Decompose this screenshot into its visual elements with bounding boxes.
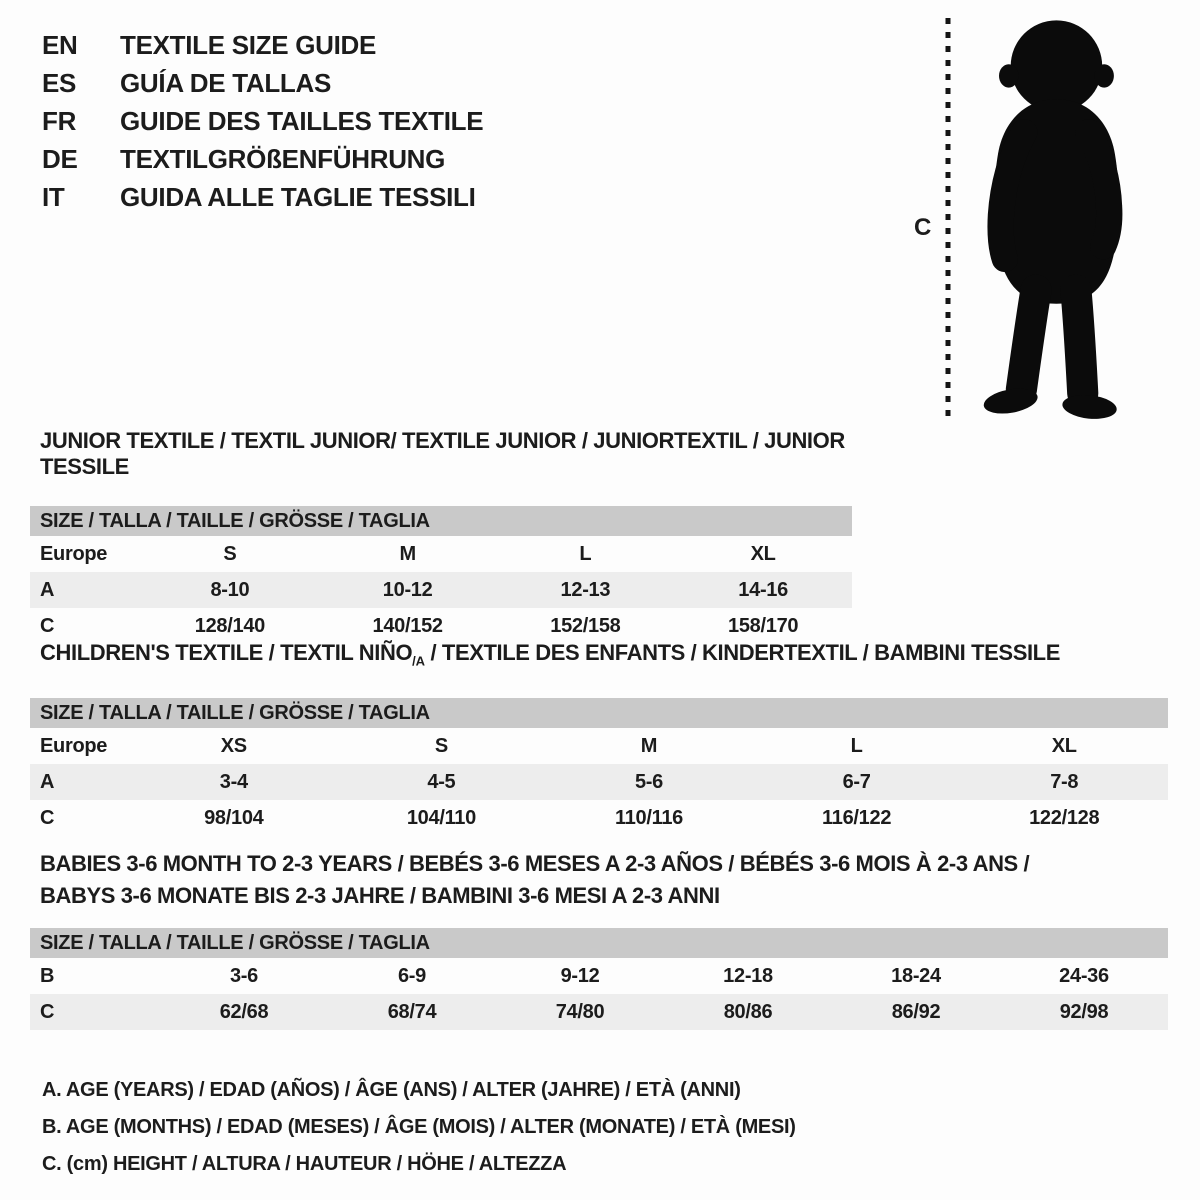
table-cell: 5-6	[634, 771, 663, 794]
guide-title: GUIDA ALLE TAGLIE TESSILI	[120, 182, 476, 212]
babies-textile-section	[30, 848, 1168, 1030]
table-cell: 14-16	[738, 579, 788, 601]
table-cell: 80/86	[723, 1001, 773, 1023]
table-cell: 104/110	[406, 807, 476, 830]
header-row-it	[42, 178, 483, 216]
legend-line-b: B. AGE (MONTHS) / EDAD (MESES) / ÂGE (MOIS) / ALTER (MONATE) / ETÀ (MESI)	[42, 1116, 796, 1138]
table-cell: 9-12	[560, 965, 600, 987]
measure-legend	[42, 1072, 796, 1183]
table-cell: XL	[750, 543, 776, 565]
guide-title: GUIDE DES TAILLES TEXTILE	[120, 106, 484, 136]
babies-table-title-line1: BABIES 3-6 MONTH TO 2-3 YEARS / BEBÉS 3-6 MESES A 2-3 AÑOS / BÉBÉS 3-6 MOIS À 2-3 ANS /	[40, 851, 1030, 876]
table-cell: 12-13	[560, 579, 611, 601]
language-header	[42, 26, 483, 216]
children-table-title	[40, 640, 1168, 674]
row-label: C	[40, 1001, 55, 1023]
row-label: Europe	[40, 543, 108, 565]
table-cell: 12-18	[723, 965, 773, 987]
table-cell: 140/152	[372, 615, 443, 637]
table-cell: M	[399, 543, 416, 565]
table-cell: 152/158	[550, 615, 621, 637]
table-row	[30, 572, 852, 608]
lang-code: FR	[42, 106, 77, 136]
row-label: A	[40, 579, 55, 601]
table-cell: 98/104	[204, 807, 264, 830]
children-title-post: / TEXTILE DES ENFANTS / KINDERTEXTIL / BAMBINI TESSILE	[424, 640, 1060, 665]
table-cell: 24-36	[1059, 965, 1109, 987]
table-cell: 10-12	[382, 579, 433, 601]
row-label: C	[40, 807, 55, 830]
table-cell: XL	[1051, 735, 1077, 758]
table-row	[30, 800, 1168, 836]
table-cell: 116/122	[822, 807, 892, 830]
table-cell: 62/68	[219, 1001, 269, 1023]
table-cell: 128/140	[194, 615, 265, 637]
legend-line-c: C. (cm) HEIGHT / ALTURA / HAUTEUR / HÖHE / ALTEZZA	[42, 1153, 567, 1175]
table-cell: 18-24	[891, 965, 941, 987]
row-label: Europe	[40, 735, 108, 758]
table-cell: 74/80	[555, 1001, 605, 1023]
table-cell: M	[640, 735, 658, 758]
table-cell: S	[434, 735, 448, 758]
size-header-bar: SIZE / TALLA / TAILLE / GRÖSSE / TAGLIA	[30, 506, 852, 536]
lang-code: EN	[42, 30, 78, 60]
table-row	[30, 608, 852, 644]
lang-code: IT	[42, 182, 65, 212]
table-cell: 7-8	[1050, 771, 1079, 794]
table-row	[30, 764, 1168, 800]
junior-textile-section	[30, 428, 852, 644]
size-header-bar: SIZE / TALLA / TAILLE / GRÖSSE / TAGLIA	[30, 698, 1168, 728]
header-row-en	[42, 26, 483, 64]
children-title-sub: /A	[412, 653, 425, 669]
row-label: C	[40, 615, 55, 637]
table-cell: 92/98	[1059, 1001, 1109, 1023]
size-header-bar: SIZE / TALLA / TAILLE / GRÖSSE / TAGLIA	[30, 928, 1168, 958]
height-measure-figure	[898, 12, 1168, 430]
table-cell: 3-4	[219, 771, 248, 794]
table-cell: 3-6	[229, 965, 258, 987]
measure-c-label: C	[914, 214, 932, 241]
table-cell: 158/170	[728, 615, 799, 637]
table-cell: 110/116	[614, 807, 683, 830]
children-textile-section	[30, 640, 1168, 836]
table-row	[30, 994, 1168, 1030]
header-row-de	[42, 140, 483, 178]
legend-line-a: A. AGE (YEARS) / EDAD (AÑOS) / ÂGE (ANS) / ALTER (JAHRE) / ETÀ (ANNI)	[42, 1079, 741, 1101]
header-row-es	[42, 64, 483, 102]
table-cell: L	[850, 735, 863, 758]
dashed-height-line	[944, 18, 952, 424]
row-label: A	[40, 771, 55, 794]
table-cell: S	[223, 543, 237, 565]
table-row	[30, 958, 1168, 994]
lang-code: ES	[42, 68, 77, 98]
header-row-fr	[42, 102, 483, 140]
table-cell: 8-10	[210, 579, 250, 601]
babies-table-title-line2: BABYS 3-6 MONATE BIS 2-3 JAHRE / BAMBINI 3-6 MESI A 2-3 ANNI	[40, 883, 720, 908]
row-label: B	[40, 965, 55, 987]
guide-title: TEXTILE SIZE GUIDE	[120, 30, 377, 60]
junior-table-title: JUNIOR TEXTILE / TEXTIL JUNIOR/ TEXTILE JUNIOR / JUNIORTEXTIL / JUNIOR TESSILE	[40, 428, 845, 479]
table-cell: 4-5	[427, 771, 456, 794]
table-cell: L	[579, 543, 592, 565]
table-cell: XS	[220, 735, 247, 758]
table-cell: 6-7	[842, 771, 871, 794]
lang-code: DE	[42, 144, 78, 174]
table-row	[30, 728, 1168, 764]
table-row	[30, 536, 852, 572]
children-title-pre: CHILDREN'S TEXTILE / TEXTIL NIÑO	[40, 640, 413, 665]
toddler-silhouette-icon	[962, 14, 1147, 426]
table-cell: 6-9	[397, 965, 426, 987]
table-cell: 68/74	[387, 1001, 437, 1023]
guide-title: TEXTILGRÖßENFÜHRUNG	[120, 144, 446, 174]
table-cell: 122/128	[1029, 807, 1100, 830]
table-cell: 86/92	[891, 1001, 941, 1023]
guide-title: GUÍA DE TALLAS	[120, 68, 332, 98]
